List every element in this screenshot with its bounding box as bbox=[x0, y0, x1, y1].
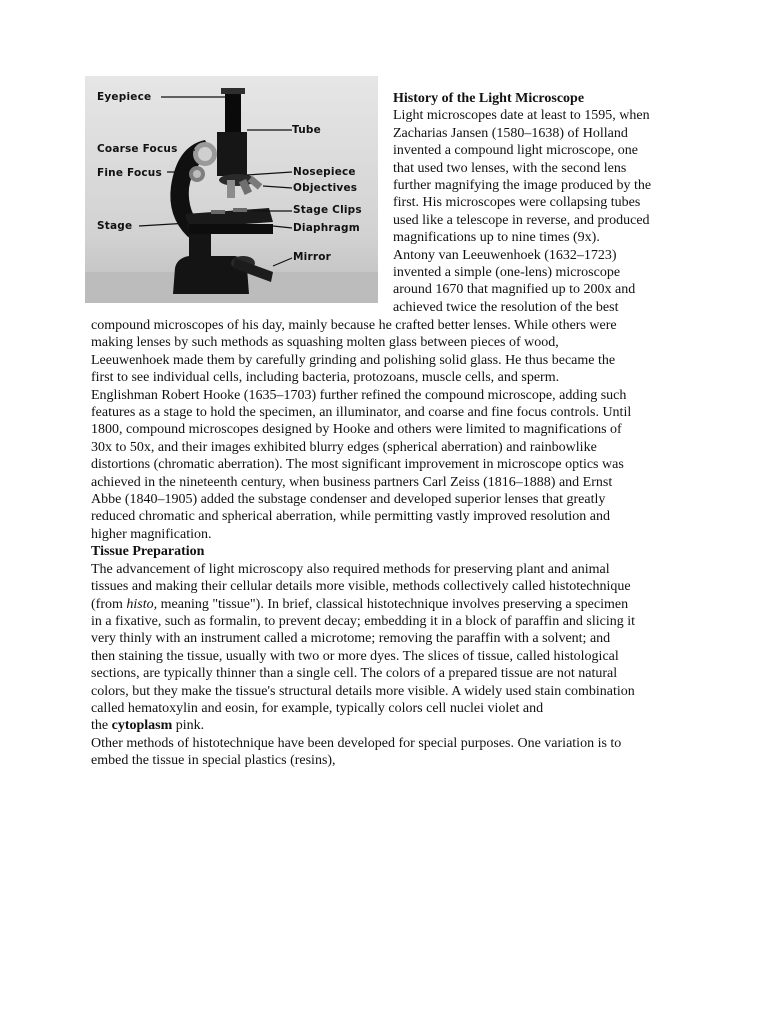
history-line: compound microscopes of his day, mainly because he crafted better lenses. While others were bbox=[91, 318, 617, 333]
history-line: features as a stage to hold the specimen, an illuminator, and coarse and fine focus controls. Until bbox=[91, 405, 632, 421]
histo-term: histo, bbox=[126, 596, 158, 612]
tissue-line: sections, are typically thinner than a single cell. The colors of a prepared tissue are not natural bbox=[91, 666, 618, 682]
history-line: 30x to 50x, and their images exhibited blurry edges (spherical aberration) and rainbowlike bbox=[91, 439, 597, 455]
history-line: around 1670 that magnified up to 200x and bbox=[393, 282, 636, 298]
history-line: higher magnification. bbox=[91, 526, 212, 542]
label-tube: Tube bbox=[292, 124, 321, 136]
history-line: magnifications up to nine times (9x). bbox=[393, 230, 600, 246]
history-line: distortions (chromatic aberration). The most significant improvement in microscope optics was bbox=[91, 457, 624, 473]
cytoplasm-term: cytoplasm bbox=[111, 718, 173, 734]
history-line: Antony van Leeuwenhoek (1632–1723) bbox=[393, 247, 617, 263]
history-line: further magnifying the image produced by the bbox=[393, 178, 652, 194]
label-eyepiece: Eyepiece bbox=[97, 91, 152, 103]
history-line: that used two lenses, with the second lens bbox=[393, 160, 627, 176]
history-line: reduced chromatic and spherical aberration, while permitting vastly improved resolution and bbox=[91, 509, 610, 525]
cyto-prefix: the bbox=[91, 718, 112, 734]
history-line: Englishman Robert Hooke (1635–1703) further refined the compound microscope, adding such bbox=[91, 387, 627, 403]
label-fine-focus: Fine Focus bbox=[97, 167, 162, 179]
history-line: achieved twice the resolution of the best bbox=[393, 299, 619, 315]
histo-suffix: meaning "tissue"). In brief, classical histotechnique involves preserving a specimen bbox=[157, 596, 629, 612]
history-line: making lenses by such methods as squashing molten glass between pieces of wood, bbox=[91, 335, 559, 351]
history-heading: History of the Light Microscope bbox=[393, 91, 585, 106]
label-diaphragm: Diaphragm bbox=[293, 222, 360, 234]
history-line: invented a compound light microscope, one bbox=[393, 143, 638, 159]
label-nosepiece: Nosepiece bbox=[293, 166, 356, 178]
history-line: invented a simple (one-lens) microscope bbox=[393, 265, 621, 281]
tissue-heading: Tissue Preparation bbox=[91, 544, 205, 560]
label-stage: Stage bbox=[97, 220, 133, 232]
history-line: Leeuwenhoek made them by carefully grinding and polishing solid glass. He thus became the bbox=[91, 352, 616, 368]
tissue-line: in a fixative, such as formalin, to prevent decay; embedding it in a block of paraffin and slicing it bbox=[91, 613, 636, 629]
history-line: first to see individual cells, including bacteria, protozoans, muscle cells, and sperm. bbox=[91, 370, 560, 386]
body-text bbox=[91, 317, 691, 770]
tissue-line: colors, but they make the tissue's structural details more visible. A widely used stain combination bbox=[91, 683, 635, 699]
tissue-line-histo bbox=[91, 596, 691, 613]
history-column bbox=[393, 90, 693, 316]
history-line: first. His microscopes were collapsing tubes bbox=[393, 195, 641, 211]
microscope-figure bbox=[85, 76, 378, 303]
history-line: Light microscopes date at least to 1595, when bbox=[393, 108, 650, 124]
history-line: 1800, compound microscopes designed by Hooke and others were limited to magnifications of bbox=[91, 422, 622, 438]
tissue-line: called hematoxylin and eosin, for example, typically colors cell nuclei violet and bbox=[91, 700, 544, 716]
tissue-line: very thinly with an instrument called a microtome; removing the paraffin with a solvent; and bbox=[91, 631, 611, 647]
history-line: achieved in the nineteenth century, when business partners Carl Zeiss (1816–1888) and Ernst bbox=[91, 474, 613, 490]
tissue-line-cytoplasm bbox=[91, 717, 691, 734]
tissue-line: The advancement of light microscopy also required methods for preserving plant and animal bbox=[91, 561, 610, 577]
label-coarse-focus: Coarse Focus bbox=[97, 143, 178, 155]
label-mirror: Mirror bbox=[293, 251, 331, 263]
tissue-line: tissues and making their cellular details more visible, methods collectively called histotechnique bbox=[91, 579, 631, 595]
label-objectives: Objectives bbox=[293, 182, 358, 194]
history-line: Abbe (1840–1905) added the substage condenser and developed superior lenses that greatly bbox=[91, 492, 606, 508]
label-stage-clips: Stage Clips bbox=[293, 204, 362, 216]
history-line: Zacharias Jansen (1580–1638) of Holland bbox=[393, 125, 628, 141]
tissue-line: Other methods of histotechnique have been developed for special purposes. One variation is to bbox=[91, 735, 622, 751]
tissue-line: embed the tissue in special plastics (resins), bbox=[91, 753, 336, 769]
tissue-line: then staining the tissue, usually with two or more dyes. The slices of tissue, called histological bbox=[91, 648, 619, 664]
cyto-suffix: pink. bbox=[172, 718, 205, 734]
histo-prefix: (from bbox=[91, 596, 127, 612]
history-line: used like a telescope in reverse, and produced bbox=[393, 212, 650, 228]
